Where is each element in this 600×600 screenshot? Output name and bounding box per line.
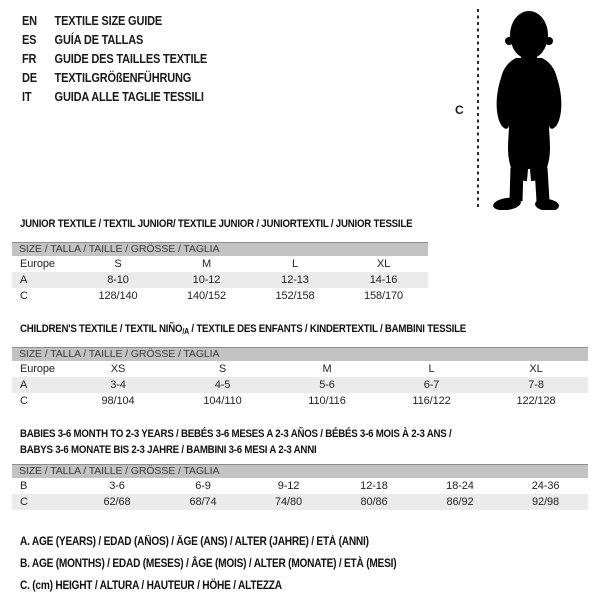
row-label-cell: C xyxy=(20,289,28,302)
size-value-cell: 10-12 xyxy=(162,272,251,288)
row-label-cell: B xyxy=(20,479,28,492)
size-value-cell: 3-6 xyxy=(109,479,125,492)
size-value-cell: 5-6 xyxy=(275,377,379,393)
size-value-cell: 122/128 xyxy=(516,394,556,407)
language-row xyxy=(22,50,207,69)
height-measure-line xyxy=(477,9,479,207)
table-row xyxy=(12,478,588,494)
size-value-cell: 110/116 xyxy=(308,394,346,407)
junior-size-table xyxy=(12,242,428,304)
size-header-bar: SIZE / TALLA / TAILLE / GRÖSSE / TAGLIA xyxy=(12,465,588,478)
size-value-cell: 18-24 xyxy=(446,479,474,492)
size-value-cell: 12-13 xyxy=(251,272,339,288)
size-value-cell: 158/170 xyxy=(363,289,404,302)
heading-subscript: /A xyxy=(182,327,189,336)
size-value-cell: M xyxy=(322,362,332,375)
language-row xyxy=(22,69,207,88)
language-code: EN xyxy=(22,14,37,28)
language-row xyxy=(22,88,207,107)
size-value-cell: 3-4 xyxy=(66,377,170,393)
size-value-cell: XS xyxy=(110,362,126,375)
table-row xyxy=(12,377,588,393)
size-value-cell: 104/110 xyxy=(203,394,242,407)
size-value-cell: 4-5 xyxy=(170,377,275,393)
language-label: GUIDA ALLE TAGLIE TESSILI xyxy=(54,90,204,104)
children-size-table xyxy=(12,347,588,409)
table-row xyxy=(12,288,428,304)
baby-silhouette-icon xyxy=(483,8,575,210)
language-code: ES xyxy=(22,33,37,47)
table-row xyxy=(12,361,588,377)
height-label-c: C xyxy=(455,103,464,117)
legend-line-b: B. AGE (MONTHS) / EDAD (MESES) / ÂGE (MOIS) / ALTER (MONATE) / ETÀ (MESI) xyxy=(20,558,397,570)
size-value-cell: 8-10 xyxy=(74,272,162,288)
language-label: TEXTILGRÖßENFÜHRUNG xyxy=(54,71,192,85)
size-value-cell: 92/98 xyxy=(503,494,588,510)
table-header-row xyxy=(12,348,588,361)
size-value-cell: S xyxy=(114,257,122,270)
size-value-cell: 62/68 xyxy=(74,494,160,510)
size-value-cell: 12-18 xyxy=(360,479,388,492)
junior-section-heading: JUNIOR TEXTILE / TEXTIL JUNIOR/ TEXTILE JUNIOR / JUNIORTEXTIL / JUNIOR TESSILE xyxy=(20,218,413,230)
babies-table-body xyxy=(12,478,588,510)
row-label-cell: Europe xyxy=(20,362,55,375)
babies-size-table xyxy=(12,464,588,510)
size-header-bar: SIZE / TALLA / TAILLE / GRÖSSE / TAGLIA xyxy=(12,348,588,361)
size-value-cell: L xyxy=(428,362,435,375)
size-value-cell: 24-36 xyxy=(531,479,560,492)
heading-line: BABYS 3-6 MONATE BIS 2-3 JAHRE / BAMBINI 3-6 MESI A 2-3 ANNI xyxy=(20,444,317,456)
size-value-cell: 68/74 xyxy=(160,494,246,510)
language-code: IT xyxy=(22,90,32,104)
babies-section-heading xyxy=(20,426,451,458)
language-label: GUÍA DE TALLAS xyxy=(54,33,144,47)
language-list xyxy=(22,12,207,107)
row-label-cell: C xyxy=(20,394,28,407)
legend-line-a: A. AGE (YEARS) / EDAD (AÑOS) / ÂGE (ANS) / ALTER (JAHRE) / ETÀ (ANNI) xyxy=(20,536,369,548)
table-header-row xyxy=(12,243,428,256)
size-value-cell: 80/86 xyxy=(331,494,417,510)
size-value-cell: 152/158 xyxy=(275,289,315,302)
row-label-cell: A xyxy=(12,272,74,288)
table-header-row xyxy=(12,465,588,478)
size-value-cell: XL xyxy=(529,362,543,375)
size-value-cell: L xyxy=(291,257,299,270)
language-code: FR xyxy=(22,52,37,66)
size-value-cell: XL xyxy=(376,257,391,270)
heading-text: CHILDREN'S TEXTILE / TEXTIL NIÑO xyxy=(20,323,183,335)
size-value-cell: 6-7 xyxy=(379,377,484,393)
size-value-cell: 140/152 xyxy=(186,289,227,302)
legend xyxy=(20,531,396,597)
size-value-cell: 128/140 xyxy=(98,289,138,302)
size-value-cell: S xyxy=(218,362,227,375)
language-row xyxy=(22,31,207,50)
table-row xyxy=(12,494,588,510)
table-row xyxy=(12,272,428,288)
size-value-cell: 14-16 xyxy=(339,272,428,288)
size-value-cell: 6-9 xyxy=(195,479,211,492)
size-value-cell: 9-12 xyxy=(277,479,300,492)
size-value-cell: 98/104 xyxy=(101,394,135,407)
table-row xyxy=(12,393,588,409)
heading-line: BABIES 3-6 MONTH TO 2-3 YEARS / BEBÉS 3-6 MESES A 2-3 AÑOS / BÉBÉS 3-6 MOIS À 2-3 ANS / xyxy=(20,428,452,440)
heading-text: / TEXTILE DES ENFANTS / KINDERTEXTIL / BAMBINI TESSILE xyxy=(188,323,467,335)
size-value-cell: 116/122 xyxy=(412,394,451,407)
size-header-bar: SIZE / TALLA / TAILLE / GRÖSSE / TAGLIA xyxy=(12,243,428,256)
language-label: TEXTILE SIZE GUIDE xyxy=(54,14,163,28)
junior-table-body xyxy=(12,256,428,304)
children-section-heading xyxy=(20,321,466,340)
size-value-cell: 86/92 xyxy=(417,494,503,510)
size-value-cell: 7-8 xyxy=(484,377,588,393)
table-row xyxy=(12,256,428,272)
row-label-cell: C xyxy=(12,494,74,510)
row-label-cell: A xyxy=(12,377,66,393)
size-value-cell: 74/80 xyxy=(246,494,331,510)
row-label-cell: Europe xyxy=(20,257,55,270)
legend-line-c: C. (cm) HEIGHT / ALTURA / HAUTEUR / HÖHE / ALTEZZA xyxy=(20,580,282,592)
language-code: DE xyxy=(22,71,37,85)
children-table-body xyxy=(12,361,588,409)
language-row xyxy=(22,12,207,31)
size-value-cell: M xyxy=(201,257,212,270)
language-label: GUIDE DES TAILLES TEXTILE xyxy=(54,52,208,66)
